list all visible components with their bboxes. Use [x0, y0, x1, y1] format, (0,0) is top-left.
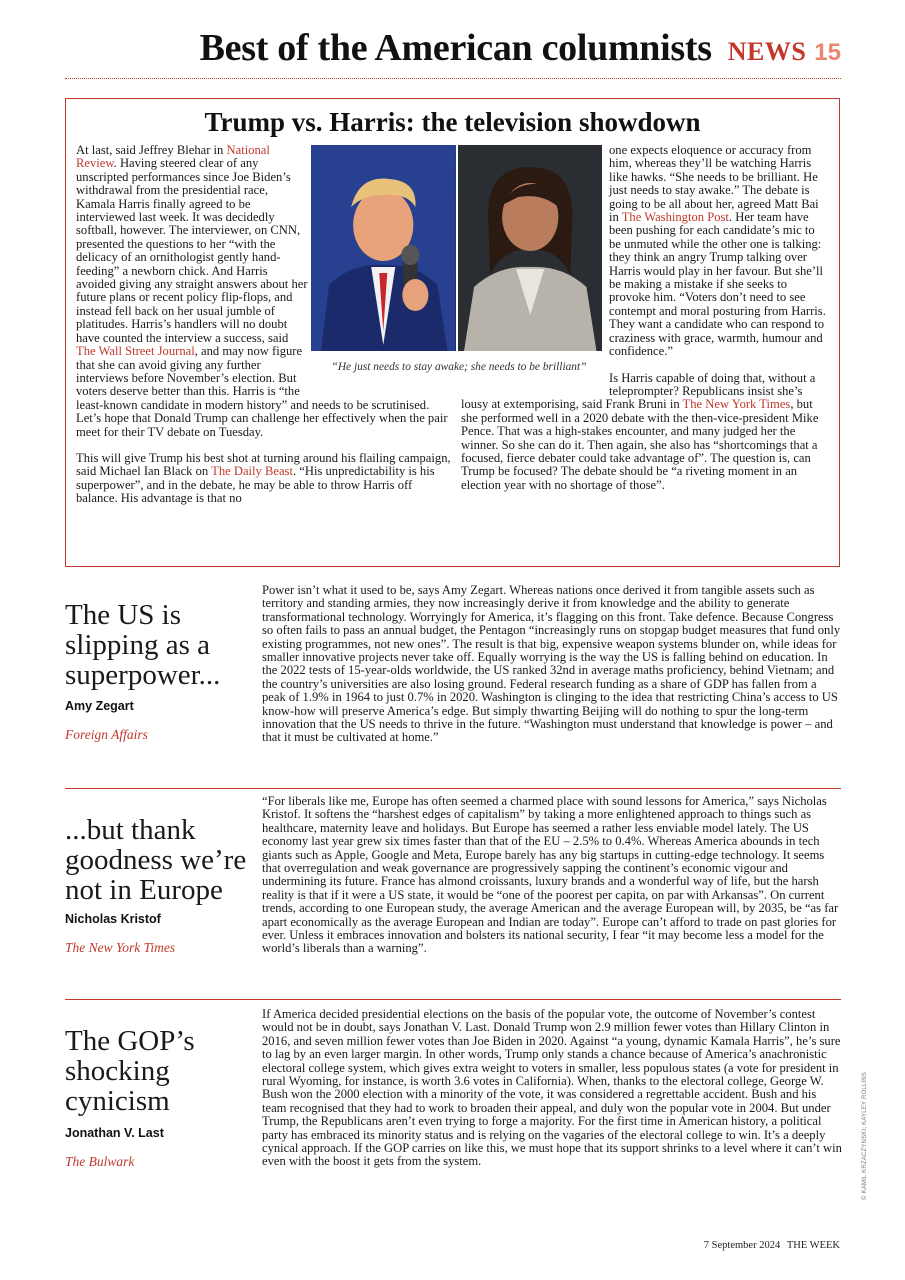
issue-date: 7 September 2024: [703, 1240, 781, 1251]
column-last: [65, 1008, 841, 1208]
section-divider: [65, 999, 841, 1000]
column-publication: Foreign Affairs: [65, 727, 148, 742]
source-daily-beast: The Daily Beast: [211, 464, 293, 479]
source-new-york-times: The New York Times: [682, 397, 791, 412]
section-divider: [65, 788, 841, 789]
column-body: Power isn’t what it used to be, says Amy Zegart. Whereas nations once derived it from tangible assets such as territory and standing armies, they now increasingly derive it from knowledge and the ability to generate transformational technology. Worryingly for America, it’s flagging on this front. Take defence. Because Congress so often fails to pass an annual budget, the Pentagon “increasingly runs on stopgap budget measures that fund only existing programmes, not new ones”. The result is that big, expensive weapon systems blunder on, while ideas for smaller innovative projects never take off. Equally worrying is the way the US is falling behind on education. In the 2022 tests of 15-year-olds worldwide, the US ranked 32nd in average maths proficiency, behind Vietnam; and the country’s universities are also losing ground. Federal research funding as a share of GDP has fallen from a peak of 1.9% in 1964 to just 0.7% in 2020. Washington is clinging to the idea that restricting China’s access to US know-how will preserve America’s edge. But simply thwarting Beijing will do nothing to spur the long-term innovation that the US needs to thrive in the future. “Washington must understand that knowledge is power – and that it must be cultivated at home.”: [262, 583, 841, 745]
feature-column-right: one expects eloquence or accuracy from him, whereas they’ll be watching Harris like hawks. “She needs to be brilliant. He just needs to stay awake.” The debate is going to be all about her, agreed Matt Bai in The Washington Post. Her team have been pushing for each candidate’s mic to be unmuted while the other one is talking: they think an angry Trump talking over Harris would play in her favour. But she’ll be making a mistake if she seeks to provoke him. “Voters don’t need to see contempt and moral posturing from Harris. They want a candidate who can respond to craziness with grace, warmth, humour and confidence.” Is Harris capable of doing that, without a teleprompter? Republicans insist she’s lousy at extemporising, said Frank Bruni in The New York Times, but she performed well in a 2020 debate with the then-vice-president Mike Pence. That was a high-stakes encounter, and many judged her the winner. So she can do it. Then again, she also has “shortcomings that a focused, fierce debater could take advantage of”. The question is, can Trump be focused? The debate should be “a riveting moment in an election year with no shortage of those”.: [461, 143, 826, 492]
column-headline: The US is slipping as a superpower...: [65, 599, 221, 691]
column-publication: The Bulwark: [65, 1154, 135, 1169]
column-author: Jonathan V. Last: [65, 1126, 164, 1140]
page-number: 15: [814, 39, 841, 66]
page-header: [65, 26, 841, 74]
page-footer: [704, 1240, 840, 1251]
source-washington-post: The Washington Post: [621, 210, 729, 225]
feature-title: Trump vs. Harris: the television showdown: [204, 107, 701, 137]
column-zegart: [65, 584, 841, 784]
column-body: If America decided presidential elections on the basis of the popular vote, the outcome of November’s contest would not be in doubt, says Jonathan V. Last. Donald Trump won 2.9 million fewer votes than Hillary Clinton in 2016, and seven million fewer votes than Joe Biden in 2020. Against “a young, dynamic Kamala Harris”, he’s sure to lag by an even larger margin. In other words, Trump only stands a chance because of America’s anachronistic electoral college system, which gives extra weight to voters in smaller, less populous states (a vote for president in rural Wyoming, for instance, is worth 3.6 votes in California). When, thanks to the electoral college, George W. Bush won the 2000 election with a minority of the vote, it was considered a regrettable accident. Bush and his team recognised that they had to work to broaden their appeal, and duly won the popular vote in 2004. But under Trump, the Republicans aren’t even trying to forge a majority. For the first time in American history, a political party has embraced its minority status and is relying on the vagaries of the electoral college to win. It’s a deeply cynical approach. If the GOP carries on like this, we must hope that its support shrinks to a level where it can’t win even with the boost it gets from the system.: [262, 1007, 842, 1169]
column-headline: The GOP’s shocking cynicism: [65, 1025, 195, 1117]
photo-credit: © KAMIL KRZACZYNSKI; KAYLEY ROLLINS: [862, 1071, 868, 1200]
column-author: Amy Zegart: [65, 699, 134, 713]
header-divider: [65, 78, 841, 79]
column-author: Nicholas Kristof: [65, 912, 161, 926]
source-wall-street-journal: The Wall Street Journal: [76, 344, 195, 359]
source-national-review: National Review: [76, 143, 270, 171]
column-publication: The New York Times: [65, 940, 176, 955]
column-headline: ...but thank goodness we’re not in Europe: [65, 814, 247, 906]
magazine-name: THE WEEK: [786, 1240, 840, 1251]
feature-column-left: At last, said Jeffrey Blehar in National Review. Having steered clear of any unscripted performances since Joe Biden’s withdrawal from the presidential race, Kamala Harris finally agreed to be interviewed last week. It was decidedly softball, however. The interviewer, on CNN, presented the questions to her “with the delicacy of an ornithologist gently hand-feeding” a newborn chick. And Harris avoided giving any straight answers about her future plans or recent policy flip-flops, and instead fell back on her usual jumble of platitudes. Harris’s handlers will no doubt have counted the interview a success, said The Wall Street Journal, and may now figure that she can avoid giving any further interviews before November’s election. But voters deserve better than this. Harris is “the least-known candidate in modern history” and needs to be scrutinised. Let’s hope that Donald Trump can challenge her effectively when the pair meet for their TV debate on Tuesday. This will give Trump his best shot at turning around his flailing campaign, said Michael Ian Black on The Daily Beast. “His unpredictability is his superpower”, and in the debate, he may be able to throw Harris off balance. His advantage is that no: [76, 143, 451, 506]
page-title: Best of the American columnists: [199, 27, 712, 69]
column-kristof: [65, 795, 841, 995]
photo-caption: “He just needs to stay awake; she needs to be brilliant”: [331, 361, 587, 373]
column-body: “For liberals like me, Europe has often seemed a charmed place with sound lessons for America,” says Nicholas Kristof. It softens the “harshest edges of capitalism” by taking a more enlightened approach to things such as healthcare, maternity leave and holidays. But Europe has seemed a rather less enviable model lately. The US economy last year grew six times faster than that of the EU – 2.5% to 0.4%. Whereas America abounds in tech giants such as Apple, Google and Meta, Europe barely has any big startups in cutting-edge technology. It seems that overregulation and weak governance are progressively sapping the continent’s economic vigour and undermining its future. France has almond croissants, luxury brands and a wonderful way of life, but the harsh reality is that if it were a US state, it would be “one of the poorest per capita, on par with Arkansas”. On current trends, according to one European study, the average American and the average European will, by 2035, be “as far apart economically as the average European and Indian are today”. Europe can’t afford to trade on past glories for ever. Unless it embraces innovation and bolsters its national security, I fear “it may become less a model for the world’s liberals than a warning”.: [262, 794, 839, 956]
section-label: NEWS: [727, 37, 807, 66]
